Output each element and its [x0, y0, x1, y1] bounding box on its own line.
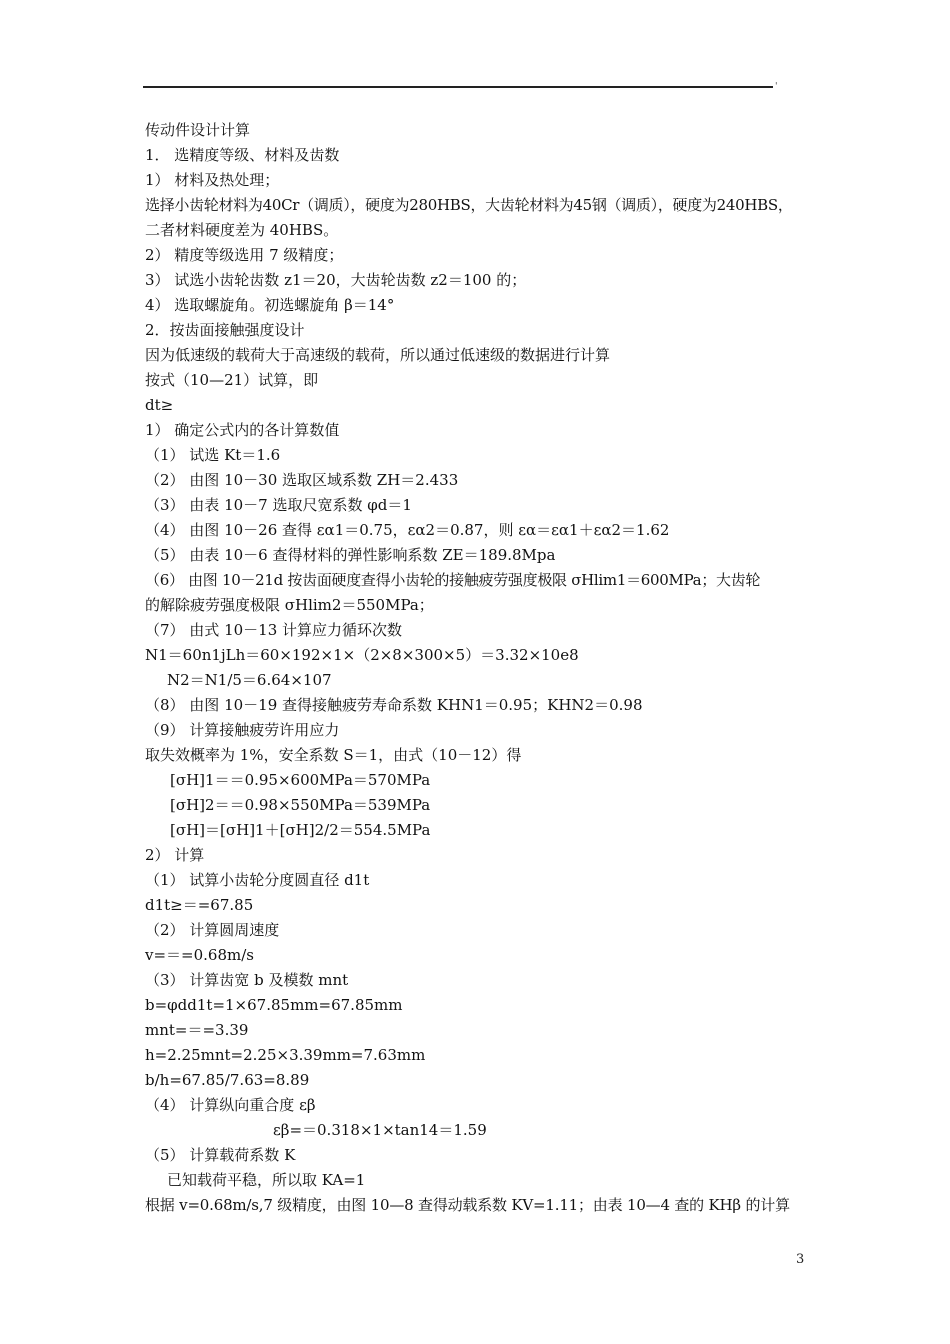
subsection-heading: 4） 选取螺旋角。初选螺旋角 β＝14° [145, 296, 395, 314]
formula-line: dt≥ [145, 396, 174, 414]
list-item: （3） 计算齿宽 b 及模数 mnt [145, 971, 349, 989]
formula-line: v=＝=0.68m/s [145, 946, 254, 964]
list-item: （3） 由表 10－7 选取尺宽系数 φd＝1 [145, 496, 412, 514]
formula-line: εβ=＝0.318×1×tan14＝1.59 [273, 1121, 487, 1139]
list-item: （1） 试算小齿轮分度圆直径 d1t [145, 871, 370, 889]
subsection-heading: 3） 试选小齿轮齿数 z1＝20，大齿轮齿数 z2＝100 的； [145, 271, 527, 289]
subsection-heading: 1） 材料及热处理； [145, 171, 280, 189]
section-heading: 1． 选精度等级、材料及齿数 [145, 146, 340, 164]
text-line: 选择小齿轮材料为40Cr（调质），硬度为280HBS，大齿轮材料为45钢（调质），硬度为240HBS， [145, 196, 793, 214]
text-line: 的解除疲劳强度极限 σHlim2＝550MPa； [145, 596, 434, 614]
formula-line: N2＝N1/5＝6.64×107 [167, 671, 332, 689]
formula-line: [σH]1＝＝0.95×600MPa＝570MPa [170, 771, 431, 789]
text-line: 因为低速级的载荷大于高速级的载荷，所以通过低速级的数据进行计算 [145, 346, 611, 364]
header-mark: ' [775, 82, 778, 92]
document-title: 传动件设计计算 [145, 121, 251, 139]
list-item: （2） 由图 10－30 选取区域系数 ZH＝2.433 [145, 471, 459, 489]
text-line: 二者材料硬度差为 40HBS。 [145, 221, 339, 239]
subsection-heading: 1） 确定公式内的各计算数值 [145, 421, 340, 439]
list-item: （1） 试选 Kt＝1.6 [145, 446, 281, 464]
list-item: （6） 由图 10－21d 按齿面硬度查得小齿轮的接触疲劳强度极限 σHlim1＝600MPa；大齿轮 [145, 571, 761, 589]
formula-line: b=φdd1t=1×67.85mm=67.85mm [145, 996, 403, 1014]
formula-line: [σH]2＝＝0.98×550MPa＝539MPa [170, 796, 431, 814]
list-item: （2） 计算圆周速度 [145, 921, 280, 939]
document-body [145, 118, 810, 1218]
list-item: （7） 由式 10－13 计算应力循环次数 [145, 621, 403, 639]
section-heading: 2．按齿面接触强度设计 [145, 321, 305, 339]
formula-line: [σH]＝[σH]1＋[σH]2/2＝554.5MPa [170, 821, 431, 839]
list-item: （4） 计算纵向重合度 εβ [145, 1096, 316, 1114]
subsection-heading: 2） 计算 [145, 846, 205, 864]
text-line: 取失效概率为 1%，安全系数 S＝1，由式（10－12）得 [145, 746, 522, 764]
list-item: （9） 计算接触疲劳许用应力 [145, 721, 340, 739]
list-item: （5） 计算载荷系数 K [145, 1146, 296, 1164]
formula-line: N1＝60n1jLh＝60×192×1×（2×8×300×5）＝3.32×10e8 [145, 646, 579, 664]
text-line: 根据 v=0.68m/s,7 级精度，由图 10—8 查得动载系数 KV=1.11；由表 10—4 查的 KHβ 的计算 [145, 1196, 790, 1214]
page-number: 3 [796, 1252, 805, 1267]
text-line: 已知载荷平稳，所以取 KA=1 [167, 1171, 366, 1189]
formula-line: mnt=＝=3.39 [145, 1021, 249, 1039]
formula-line: d1t≥＝=67.85 [145, 896, 254, 914]
formula-line: b/h=67.85/7.63=8.89 [145, 1071, 310, 1089]
list-item: （8） 由图 10－19 查得接触疲劳寿命系数 KHN1＝0.95；KHN2＝0.98 [145, 696, 643, 714]
list-item: （4） 由图 10－26 查得 εα1＝0.75，εα2＝0.87，则 εα＝εα1＋εα2＝1.62 [145, 521, 670, 539]
text-line: 按式（10—21）试算，即 [145, 371, 319, 389]
subsection-heading: 2） 精度等级选用 7 级精度； [145, 246, 344, 264]
formula-line: h=2.25mnt=2.25×3.39mm=7.63mm [145, 1046, 426, 1064]
header-rule [143, 86, 773, 88]
list-item: （5） 由表 10－6 查得材料的弹性影响系数 ZE＝189.8Mpa [145, 546, 556, 564]
